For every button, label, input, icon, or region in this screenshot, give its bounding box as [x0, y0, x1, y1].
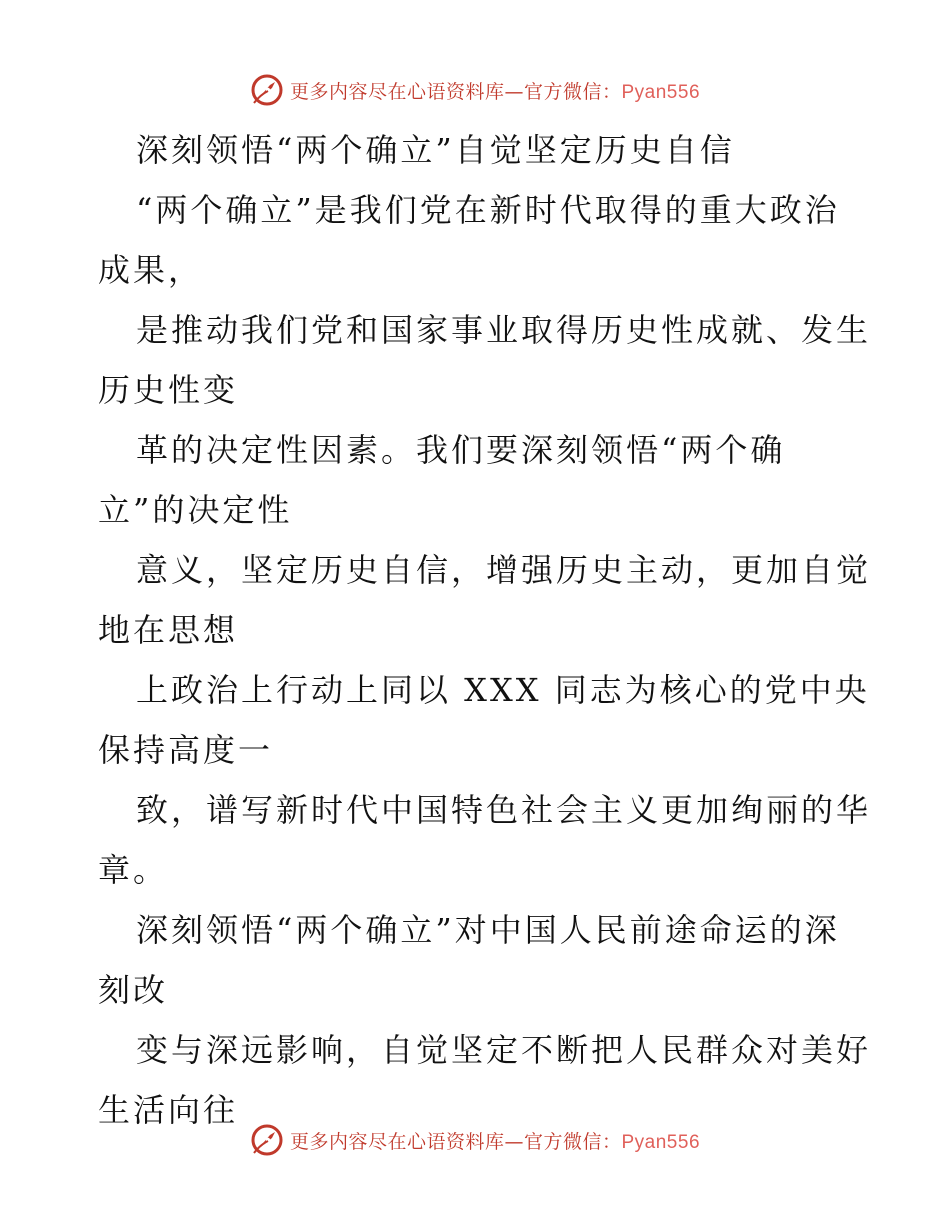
pen-nib-logo-icon: [250, 73, 284, 107]
text-line: 立”的决定性: [98, 491, 293, 529]
banner-text: [290, 77, 700, 104]
document-title: 深刻领悟“两个确立”自觉坚定历史自信: [136, 131, 735, 169]
footer-banner: [0, 1118, 950, 1162]
text-line: 深刻领悟“两个确立”对中国人民前途命运的深: [136, 911, 840, 949]
text-line: 变与深远影响，自觉坚定不断把人民群众对美好: [136, 1031, 872, 1069]
banner-text: [290, 1127, 700, 1154]
header-banner: [0, 68, 950, 112]
text-line: 章。: [98, 851, 169, 889]
text-line: 意义，坚定历史自信，增强历史主动，更加自觉: [136, 551, 872, 589]
wechat-id: Pyan556: [621, 1131, 701, 1153]
text-line: 刻改: [98, 971, 169, 1009]
text-line: 致，谱写新时代中国特色社会主义更加绚丽的华: [136, 791, 872, 829]
text-line: 上政治上行动上同以 XXX 同志为核心的党中央: [136, 671, 870, 709]
text-line: 成果，: [98, 251, 204, 289]
text-line: 革的决定性因素。我们要深刻领悟“两个确: [136, 431, 786, 469]
wechat-id: Pyan556: [621, 81, 701, 103]
text-line: “两个确立”是我们党在新时代取得的重大政治: [136, 191, 840, 229]
document-body: [98, 120, 872, 1140]
text-line: 地在思想: [98, 611, 239, 649]
text-line: 保持高度一: [98, 731, 274, 769]
pen-nib-logo-icon: [250, 1123, 284, 1157]
text-line: 生活向往: [98, 1091, 239, 1129]
text-line: 历史性变: [98, 371, 239, 409]
text-line: 是推动我们党和国家事业取得历史性成就、发生: [136, 311, 872, 349]
banner-label: 更多内容尽在心语资料库—官方微信：: [289, 1130, 622, 1153]
banner-label: 更多内容尽在心语资料库—官方微信：: [289, 80, 622, 103]
